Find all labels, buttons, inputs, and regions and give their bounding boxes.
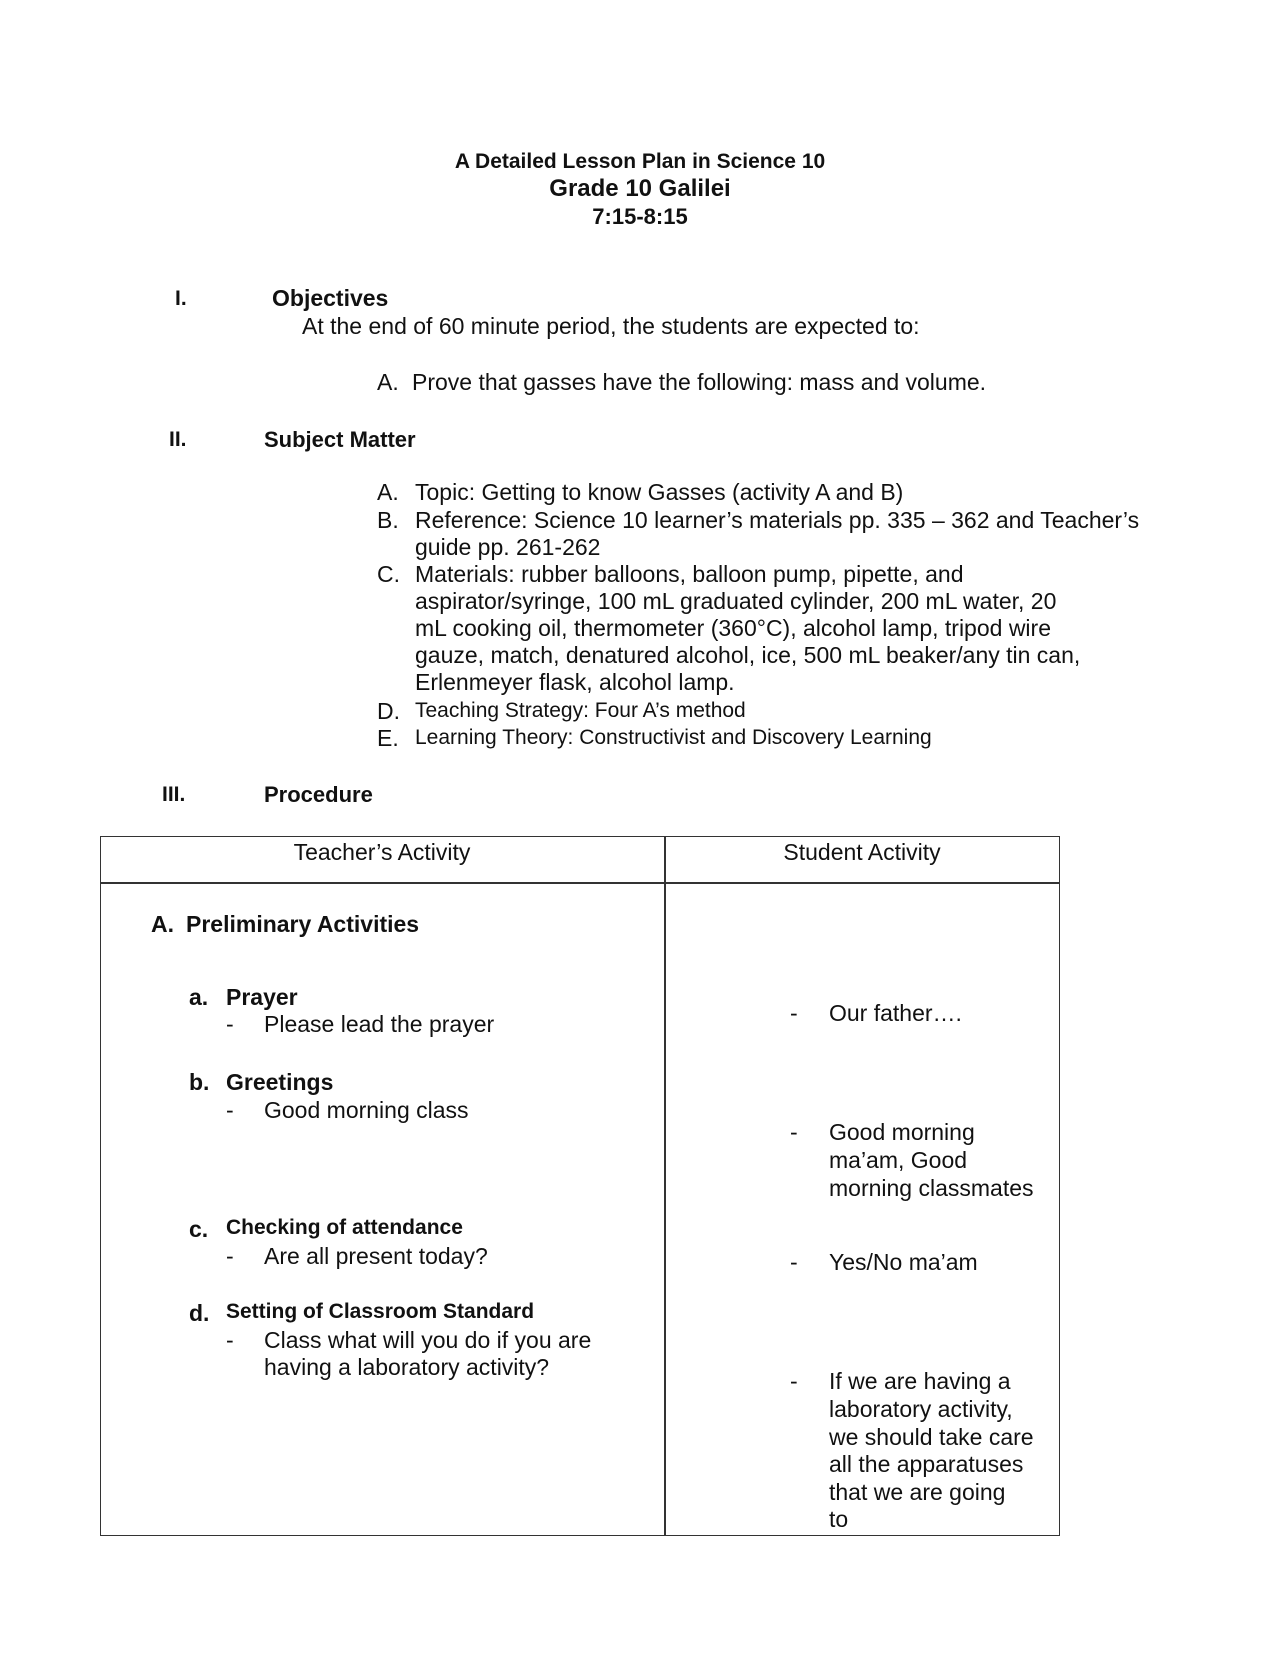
subject-item-letter: B. bbox=[377, 507, 399, 533]
student-line: that we are going bbox=[829, 1479, 1006, 1505]
class-section: Grade 10 Galilei bbox=[549, 175, 731, 202]
step-title: Checking of attendance bbox=[226, 1216, 463, 1239]
subject-item-text: mL cooking oil, thermometer (360°C), alcohol lamp, tripod wire bbox=[415, 615, 1051, 641]
objectives-heading: Objectives bbox=[272, 285, 389, 311]
dash-bullet: - bbox=[226, 1243, 234, 1269]
student-line: laboratory activity, bbox=[829, 1396, 1013, 1422]
step-title: Greetings bbox=[226, 1069, 334, 1095]
step-letter: b. bbox=[189, 1069, 210, 1095]
teacher-line: having a laboratory activity? bbox=[264, 1354, 550, 1380]
subject-matter-numeral: II. bbox=[169, 428, 187, 451]
student-line: ma’am, Good bbox=[829, 1147, 968, 1173]
subject-item-text: Teaching Strategy: Four A’s method bbox=[415, 699, 746, 722]
teacher-line: Are all present today? bbox=[264, 1243, 488, 1269]
dash-bullet: - bbox=[790, 1368, 798, 1394]
document-title: A Detailed Lesson Plan in Science 10 bbox=[454, 150, 826, 173]
table-header-divider bbox=[100, 882, 1060, 884]
subject-item-text: Learning Theory: Constructivist and Discovery Learning bbox=[415, 726, 932, 749]
procedure-numeral: III. bbox=[162, 783, 186, 806]
step-letter: a. bbox=[189, 984, 209, 1010]
teacher-line: Please lead the prayer bbox=[264, 1011, 495, 1037]
subject-matter-heading: Subject Matter bbox=[264, 427, 416, 452]
dash-bullet: - bbox=[790, 1249, 798, 1275]
subject-item-text: aspirator/syringe, 100 mL graduated cylinder, 200 mL water, 20 bbox=[415, 588, 1057, 614]
teacher-activity-header: Teacher’s Activity bbox=[293, 839, 471, 865]
procedure-heading: Procedure bbox=[264, 782, 373, 807]
subject-item-letter: D. bbox=[377, 698, 400, 724]
objectives-intro: At the end of 60 minute period, the students are expected to: bbox=[302, 313, 920, 339]
dash-bullet: - bbox=[226, 1327, 234, 1353]
objective-a-text: Prove that gasses have the following: mass and volume. bbox=[412, 369, 987, 395]
section-title: Preliminary Activities bbox=[186, 911, 420, 937]
dash-bullet: - bbox=[226, 1011, 234, 1037]
subject-item-text: gauze, match, denatured alcohol, ice, 500 mL beaker/any tin can, bbox=[415, 642, 1081, 668]
step-title: Prayer bbox=[226, 984, 298, 1010]
subject-item-text: Erlenmeyer flask, alcohol lamp. bbox=[415, 669, 735, 695]
section-letter: A. bbox=[151, 911, 174, 937]
student-line: Yes/No ma’am bbox=[829, 1249, 978, 1275]
class-time: 7:15-8:15 bbox=[592, 204, 688, 229]
student-line: to bbox=[829, 1506, 849, 1532]
dash-bullet: - bbox=[790, 1119, 798, 1145]
step-title: Setting of Classroom Standard bbox=[226, 1300, 535, 1323]
subject-item-text: Materials: rubber balloons, balloon pump, pipette, and bbox=[415, 561, 964, 587]
subject-item-letter: E. bbox=[377, 725, 399, 751]
dash-bullet: - bbox=[790, 1000, 798, 1026]
student-line: we should take care bbox=[829, 1424, 1034, 1450]
dash-bullet: - bbox=[226, 1097, 234, 1123]
objective-a-letter: A. bbox=[377, 369, 399, 395]
teacher-line: Good morning class bbox=[264, 1097, 469, 1123]
student-line: morning classmates bbox=[829, 1175, 1034, 1201]
subject-item-letter: A. bbox=[377, 479, 399, 505]
student-line: Our father…. bbox=[829, 1000, 962, 1026]
subject-item-letter: C. bbox=[377, 561, 400, 587]
teacher-line: Class what will you do if you are bbox=[264, 1327, 592, 1353]
student-line: all the apparatuses bbox=[829, 1451, 1024, 1477]
step-letter: d. bbox=[189, 1300, 210, 1326]
subject-item-text: Reference: Science 10 learner’s materials pp. 335 – 362 and Teacher’s bbox=[415, 507, 1140, 533]
student-line: Good morning bbox=[829, 1119, 975, 1145]
step-letter: c. bbox=[189, 1216, 209, 1242]
student-line: If we are having a bbox=[829, 1368, 1011, 1394]
subject-item-text: guide pp. 261-262 bbox=[415, 534, 601, 560]
table-column-divider bbox=[664, 836, 666, 1536]
objectives-numeral: I. bbox=[175, 287, 187, 310]
student-activity-header: Student Activity bbox=[783, 839, 941, 865]
subject-item-text: Topic: Getting to know Gasses (activity A and B) bbox=[415, 479, 904, 505]
